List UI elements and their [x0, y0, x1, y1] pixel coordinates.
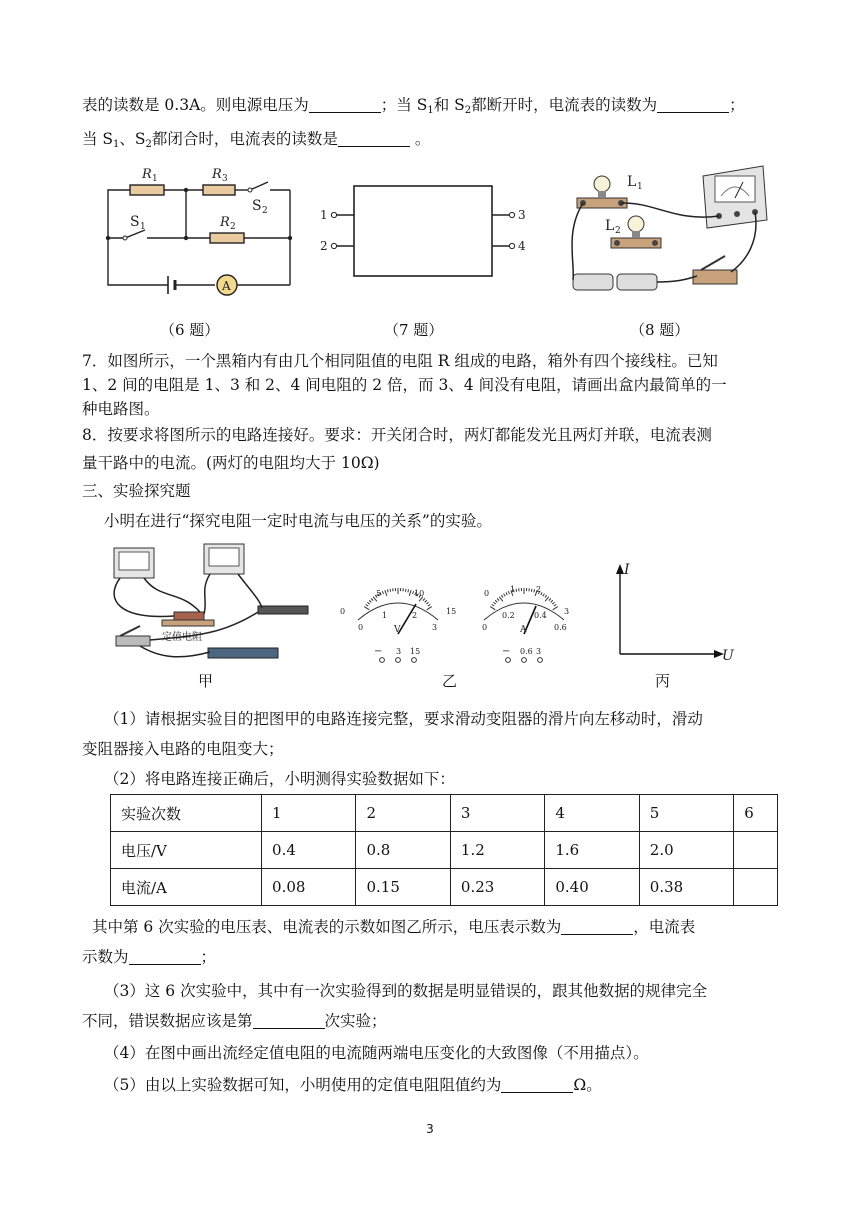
table-cell: 电流/A: [111, 869, 262, 906]
subscript: 2: [464, 105, 472, 116]
fig-bing-axes: [600, 558, 750, 666]
q4-line1: （4）在图中画出流经定值电阻的电流随两端电压变化的大致图像（不用描点）。: [104, 1044, 649, 1062]
a-terminal: −: [502, 646, 511, 657]
answer-blank-current-open[interactable]: [657, 95, 729, 113]
a-tick-inner: 0.6: [554, 623, 567, 632]
q3-line2: [82, 1008, 786, 1034]
table-cell: 1: [262, 795, 356, 832]
a-tick-outer: 0: [484, 589, 490, 598]
table-cell-blank[interactable]: [734, 869, 778, 906]
a-tick-inner: 0: [482, 623, 488, 632]
ammeter-unit: A: [520, 625, 527, 635]
q2-after-line2: [82, 944, 786, 970]
a-terminal: 3: [536, 647, 542, 656]
r1-label: R: [142, 167, 152, 182]
answer-blank-voltmeter-reading[interactable]: [561, 917, 633, 935]
answer-blank-wrong-trial[interactable]: [253, 1011, 325, 1029]
v-tick-inner: 1: [382, 611, 388, 620]
ammeter-symbol: A: [222, 279, 231, 293]
meter-tick: [425, 600, 427, 602]
v-tick-inner: 2: [412, 611, 418, 620]
a-terminal: 0.6: [520, 647, 533, 656]
table-cell: 0.15: [356, 869, 450, 906]
meter-tick: [493, 602, 495, 604]
meter-tick: [367, 602, 369, 604]
table-cell: 电压/V: [111, 832, 262, 869]
s1-subscript: 1: [140, 222, 146, 232]
table-row: [111, 832, 778, 869]
q6-text: 。: [409, 130, 431, 148]
q2-line1: （2）将电路连接正确后，小明测得实验数据如下：: [104, 770, 455, 788]
s1-label: S: [130, 214, 140, 230]
q1-line1: （1）请根据实验目的把图甲的电路连接完整，要求滑动变阻器的滑片向左移动时，滑动: [104, 710, 703, 728]
table-cell: 1.2: [450, 832, 544, 869]
v-terminal: 15: [410, 647, 421, 656]
l1-label: L: [627, 174, 637, 190]
s2-subscript: 2: [262, 206, 268, 216]
table-cell: 0.08: [262, 869, 356, 906]
terminal-1: [331, 212, 336, 217]
meter-tick: [554, 604, 556, 606]
table-row: [111, 869, 778, 906]
meter-tick: [497, 598, 499, 600]
meter-tick: [371, 598, 373, 600]
r1-subscript: 1: [152, 174, 158, 184]
terminal-label-2: 2: [320, 239, 328, 253]
q7-line1: 7．如图所示，一个黑箱内有由几个相同阻值的电阻 R 组成的电路，箱外有四个接线柱。已知: [82, 352, 718, 370]
v-tick-outer: 10: [414, 589, 425, 598]
a-tick-inner: 0.4: [534, 611, 547, 620]
v-terminal: 3: [396, 647, 402, 656]
fig8-caption: （8 题）: [630, 321, 690, 339]
a-tick-outer: 3: [564, 607, 570, 616]
q6-text: 、S: [119, 130, 146, 148]
terminal-label-4: 4: [518, 239, 526, 253]
meter-tick: [495, 600, 497, 602]
q5-text: （5）由以上实验数据可知，小明使用的定值电阻阻值约为: [104, 1076, 502, 1094]
table-cell: 2: [356, 795, 450, 832]
table-cell: 实验次数: [111, 795, 262, 832]
page-number: 3: [426, 1122, 434, 1136]
meter-tick: [553, 607, 558, 610]
meter-tick: [390, 589, 391, 592]
table-cell: 0.38: [639, 869, 733, 906]
fig6-circuit-diagram: [100, 160, 300, 300]
r2-label: R: [220, 215, 230, 230]
terminal-3: [509, 212, 514, 217]
s2-label: S: [252, 198, 262, 214]
q6-text: 都断开时，电流表的读数为: [471, 96, 658, 114]
section3-title: 三、实验探究题: [82, 482, 191, 500]
q6-text: 都闭合时，电流表的读数是: [151, 130, 338, 148]
fig-jia-apparatus: [100, 540, 330, 668]
q7-line3: 种电路图。: [82, 400, 160, 418]
table-cell-blank[interactable]: [734, 832, 778, 869]
q3-line1: （3）这 6 次实验中，其中有一次实验得到的数据是明显错误的，跟其他数据的规律完全: [104, 982, 708, 1000]
axis-label-u: U: [722, 648, 734, 664]
voltmeter-unit: V: [394, 625, 401, 635]
answer-blank-resistance[interactable]: [501, 1075, 573, 1093]
table-cell: 3: [450, 795, 544, 832]
r3-subscript: 3: [222, 174, 228, 184]
meter-tick: [543, 594, 545, 597]
meter-tick: [382, 591, 383, 594]
q6-text: ；当 S: [380, 96, 428, 114]
meter-tick: [408, 589, 409, 592]
a-tick-outer: 2: [536, 585, 542, 594]
r3-label: R: [212, 167, 222, 182]
table-cell: 4: [545, 795, 639, 832]
meter-tick: [492, 604, 494, 606]
table-row: [111, 795, 778, 832]
meter-tick: [490, 607, 495, 610]
table-cell: 1.6: [545, 832, 639, 869]
q2-text: ；: [200, 948, 217, 966]
meter-tick: [551, 600, 553, 602]
meter-tick: [549, 598, 551, 600]
meter-tick: [504, 594, 506, 597]
meter-tick: [423, 598, 425, 600]
meter-tick: [387, 589, 388, 592]
q2-after-line1: [92, 914, 786, 940]
fig6-caption: （6 题）: [160, 321, 220, 339]
meter-tick: [405, 589, 406, 592]
q5-line1: [104, 1072, 786, 1098]
subscript: 1: [427, 105, 434, 116]
data-table: [110, 794, 778, 906]
q6-line1: [82, 92, 786, 124]
v-tick-outer: 15: [446, 607, 457, 616]
fixed-resistor-label: 定值电阻: [162, 632, 202, 643]
meter-tick: [364, 607, 369, 610]
fig7-black-box: [318, 180, 528, 280]
v-tick-outer: 5: [376, 589, 382, 598]
v-terminal: −: [374, 646, 383, 657]
fig-yi-meters: [336, 585, 586, 670]
l1-subscript: 1: [637, 182, 643, 192]
fig-yi-caption: 乙: [442, 672, 458, 690]
l2-subscript: 2: [615, 226, 621, 236]
fig8-physical-circuit: [555, 162, 780, 297]
meter-tick: [545, 595, 547, 597]
table-cell: 2.0: [639, 832, 733, 869]
a-tick-inner: 0.2: [502, 611, 515, 620]
subscript: 1: [113, 139, 120, 150]
answer-blank-voltage[interactable]: [309, 95, 381, 113]
table-cell: 5: [639, 795, 733, 832]
table-cell: 0.8: [356, 832, 450, 869]
l2-label: L: [605, 218, 615, 234]
subscript: 2: [145, 139, 152, 150]
terminal-4: [509, 243, 514, 248]
q5-text: Ω。: [573, 1076, 602, 1094]
meter-tick: [427, 607, 432, 610]
table-cell: 0.23: [450, 869, 544, 906]
meter-tick: [531, 589, 532, 592]
answer-blank-ammeter-reading[interactable]: [129, 947, 201, 965]
meter-tick: [506, 592, 507, 595]
v-tick-outer: 0: [340, 607, 346, 616]
q1-line2: 变阻器接入电路的电阻变大；: [82, 740, 284, 758]
q2-text: 示数为: [82, 948, 129, 966]
meter-tick: [428, 604, 430, 606]
q3-text: 次实验；: [324, 1012, 387, 1030]
axis-label-i: I: [624, 562, 630, 578]
table-cell: 0.4: [262, 832, 356, 869]
q8-line1: 8．按要求将图所示的电路连接好。要求：开关闭合时，两灯都能发光且两灯并联，电流表测: [82, 426, 712, 444]
fig-bing-caption: 丙: [655, 672, 671, 690]
table-cell: 0.40: [545, 869, 639, 906]
terminal-label-1: 1: [320, 208, 328, 222]
meter-tick: [385, 590, 387, 596]
q8-line2: 量干路中的电流。(两灯的电阻均大于 10Ω): [82, 454, 380, 472]
meter-tick: [552, 602, 554, 604]
q6-text: 当 S: [82, 130, 114, 148]
meter-tick: [501, 595, 503, 597]
fig-jia-caption: 甲: [198, 672, 214, 690]
meter-tick: [369, 600, 371, 602]
terminal-2: [331, 243, 336, 248]
fig7-caption: （7 题）: [384, 321, 444, 339]
meter-tick: [366, 604, 368, 606]
meter-tick: [426, 602, 428, 604]
r2-subscript: 2: [230, 222, 236, 232]
q2-text: 其中第 6 次实验的电压表、电流表的示数如图乙所示，电压表示数为: [92, 918, 562, 936]
q7-line2: 1、2 间的电阻是 1、3 和 2、4 间电阻的 2 倍，而 3、4 间没有电阻，请画出盒内最简单的一: [82, 376, 727, 394]
q6-text: 和 S: [433, 96, 465, 114]
section3-intro: 小明在进行“探究电阻一定时电流与电压的关系”的实验。: [104, 512, 492, 530]
v-tick-inner: 0: [358, 623, 364, 632]
answer-blank-current-closed[interactable]: [338, 129, 410, 147]
v-tick-inner: 3: [432, 623, 438, 632]
q6-text: 表的读数是 0.3A。则电源电压为: [82, 96, 309, 114]
terminal-label-3: 3: [518, 208, 526, 222]
q2-text: ，电流表: [633, 918, 696, 936]
q6-text: ；: [729, 96, 745, 114]
q3-text: 不同，错误数据应该是第: [82, 1012, 253, 1030]
table-cell: 6: [734, 795, 778, 832]
meter-tick: [534, 589, 535, 592]
a-tick-outer: 1: [510, 585, 516, 594]
meter-tick: [516, 589, 517, 592]
q6-line2: [82, 126, 786, 158]
meter-tick: [409, 590, 411, 596]
